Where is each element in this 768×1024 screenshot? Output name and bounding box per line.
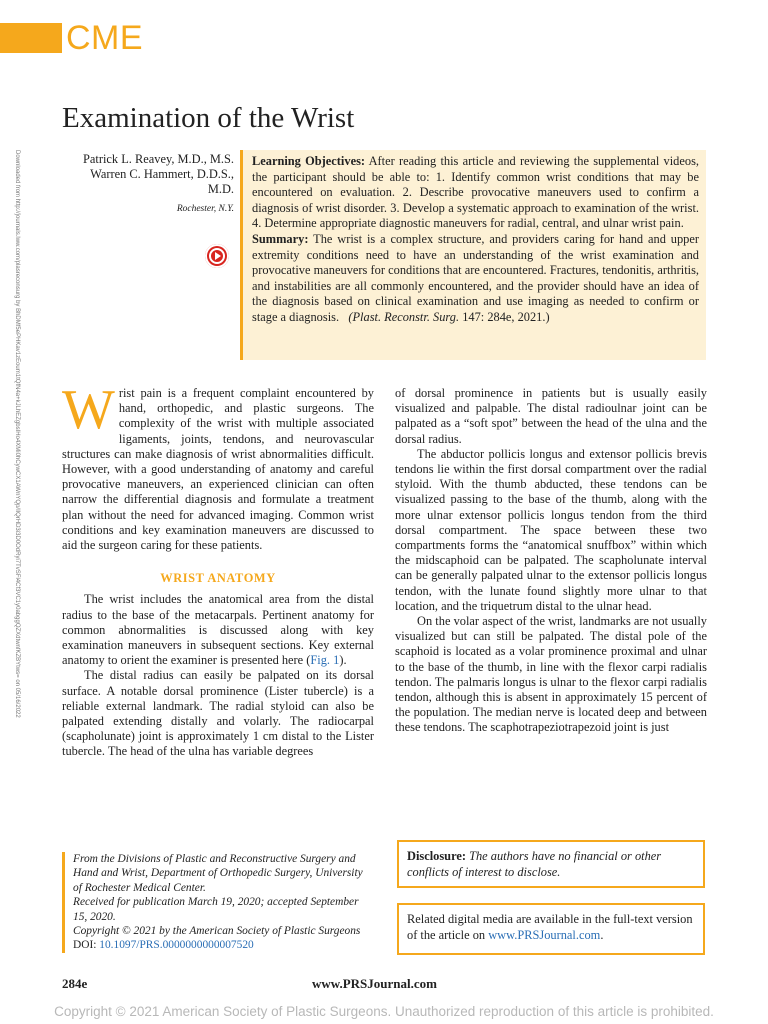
summary-text: The wrist is a complex structure, and providers caring for hand and upper extremity conditions need to have an understanding of the wrist examination and provocative maneuvers for conditions that are encountered. Fractures, tendonitis, arthritis, and instabilities are all commonly encountered, and the provider should have an idea of the diagnosis based on clinical examination and use imaging as needed to confirm or stage a diagnosis.	[252, 231, 700, 324]
download-notice-text: Downloaded from http://journals.lww.com/plasreconsurg by BhDMf5ePHKav1zEoum1tQfN4a+kJLhEZgbsIHo4XMi0hCywCX1AWnYQp/IlQrHD3i3D0OdRyi7TvSFl4Cf3VC1y0abggQZXdtwnfKZBYtws= on 05/16/2022	[14, 150, 20, 718]
digital-media-end: .	[600, 927, 604, 942]
disclosure-text: The authors have no financial or other conflicts of interest to disclose.	[407, 849, 662, 879]
learning-objectives-label: Learning Objectives:	[252, 154, 366, 168]
affiliation-copyright: Copyright © 2021 by the American Society of Plastic Surgeons	[73, 925, 361, 938]
author-location: Rochester, N.Y.	[176, 204, 234, 214]
affiliation-from: From the Divisions of Plastic and Reconstructive Surgery and Hand and Wrist, Department of Orthopedic Surgery, University of Rochester Medical Center.	[73, 853, 363, 894]
body-paragraph: The abductor pollicis longus and extensor pollicis brevis tendons lie within the first dorsal compartment over the radial styloid. With the thumb abducted, these tendons can be visualized passing to the base of the thumb, along with the more ulnar extensor pollicis longus tendon from the third dorsal compartment. The space between these two compartments forms the “anatomical snuffbox” within which the midscaphoid can be palpated. The scapholunate interval can be generally palpated ulnar to the extensor pollicis longus tendon, with the lunate found slightly more ulnar to that location, and the triquetrum distal to the ulnar head.	[395, 446, 707, 613]
play-triangle	[215, 252, 221, 260]
author-block	[62, 152, 234, 217]
author-degree: M.D.	[207, 182, 234, 196]
affiliation-box	[62, 852, 374, 953]
right-column	[395, 386, 707, 736]
digital-media-text: Related digital media are available in the full-text version of the article on	[407, 912, 693, 942]
body-paragraph: of dorsal prominence in patients but is usually easily visualized and palpable. The distal radioulnar joint can be palpated as a “soft spot” between the head of the ulna and the dorsal radius.	[395, 386, 707, 446]
doi-label: DOI:	[73, 939, 97, 952]
doi-line	[73, 938, 374, 952]
disclosure-box	[397, 840, 705, 888]
prs-journal-link[interactable]: www.PRSJournal.com	[488, 927, 601, 942]
section-label: CME	[66, 19, 144, 57]
summary	[252, 232, 699, 326]
anatomy-p1-end: ).	[339, 653, 347, 668]
section-heading: WRIST ANATOMY	[160, 571, 276, 586]
citation-journal: (Plast. Reconstr. Surg.	[348, 309, 460, 324]
drop-cap: W	[62, 379, 115, 441]
page-number: 284e	[62, 976, 88, 991]
summary-label: Summary:	[252, 231, 309, 246]
doi-link[interactable]: 10.1097/PRS.0000000000007520	[99, 939, 254, 952]
intro-text: rist pain is a frequent complaint encountered by hand, orthopedic, and plastic surgeons. The complexity of the wrist with multiple associated ligaments, joints, tendons, and neurovascular structures can make diagnosis of wrist abnormalities difficult. However, with a good understanding of anatomy and careful provocative maneuvers, an experienced clinician can often narrow the differential diagnosis and formulate a treatment plan without the need for advanced imaging. Common wrist conditions and key examination maneuvers are discussed to aid the surgeon caring for these patients.	[62, 386, 374, 553]
learning-objectives-text: After reading this article and reviewing the supplemental videos, the participant should be able to: 1. Identify common wrist conditions that may be encountered on evaluation. 2. Describe provocative maneuvers used to confirm a diagnosis of wrist disorder. 3. Develop a systematic approach to examination of the wrist. 4. Determine appropriate diagnostic maneuvers for radial, central, and ulnar wrist pain.	[252, 154, 699, 231]
copyright-notice: Copyright © 2021 American Society of Plastic Surgeons. Unauthorized reproduction of this article is prohibited.	[54, 1004, 714, 1019]
anatomy-paragraph-2: The distal radius can easily be palpated on its dorsal surface. A notable dorsal prominence (Lister tubercle) is a reliable external landmark. The radial styloid can also be palpated extending distally and volarly. The radiocarpal (scapholunate) joint is approximately 1 cm distal to the Lister tubercle. The head of the ulna has variable degrees	[62, 668, 374, 759]
author-name: Patrick L. Reavey, M.D., M.S.	[83, 152, 234, 166]
play-video-icon[interactable]	[205, 244, 229, 268]
disclosure-label: Disclosure:	[407, 849, 466, 863]
learning-objectives-box	[240, 150, 706, 360]
digital-media-box	[397, 903, 705, 955]
citation-rest: 147: 284e, 2021.)	[462, 309, 550, 324]
figure-link[interactable]: Fig. 1	[310, 653, 340, 668]
cme-color-bar	[0, 23, 62, 53]
download-notice	[0, 150, 24, 718]
left-column	[62, 379, 374, 760]
author-name: Warren C. Hammert, D.D.S.,	[90, 167, 234, 181]
anatomy-paragraph-1	[62, 592, 374, 668]
article-title: Examination of the Wrist	[62, 102, 355, 134]
body-paragraph: On the volar aspect of the wrist, landmarks are not usually visualized but can still be palpated. The distal pole of the scaphoid is located as a volar prominence proximal and ulnar to the base of the thumb, in line with the flexor carpi radialis tendon. The palmaris longus is ulnar to the flexor carpi radialis tendon, although this is absent in approximately 15 percent of the population. The median nerve is located deep and between these tendons. The scaphotrapeziotrapezoid joint is just	[395, 614, 707, 735]
intro-paragraph	[62, 379, 374, 553]
affiliation-received: Received for publication March 19, 2020; accepted September 15, 2020.	[73, 896, 359, 923]
anatomy-p1-text: The wrist includes the anatomical area from the distal radius to the base of the metacarpals. Pertinent anatomy for common abnormalities is discussed along with key examination maneuvers in subsequent sections. Key external anatomy to orient the examiner is presented here (	[62, 592, 374, 668]
video-ring	[209, 248, 225, 264]
journal-url[interactable]: www.PRSJournal.com	[312, 976, 437, 991]
learning-objectives	[252, 154, 699, 232]
